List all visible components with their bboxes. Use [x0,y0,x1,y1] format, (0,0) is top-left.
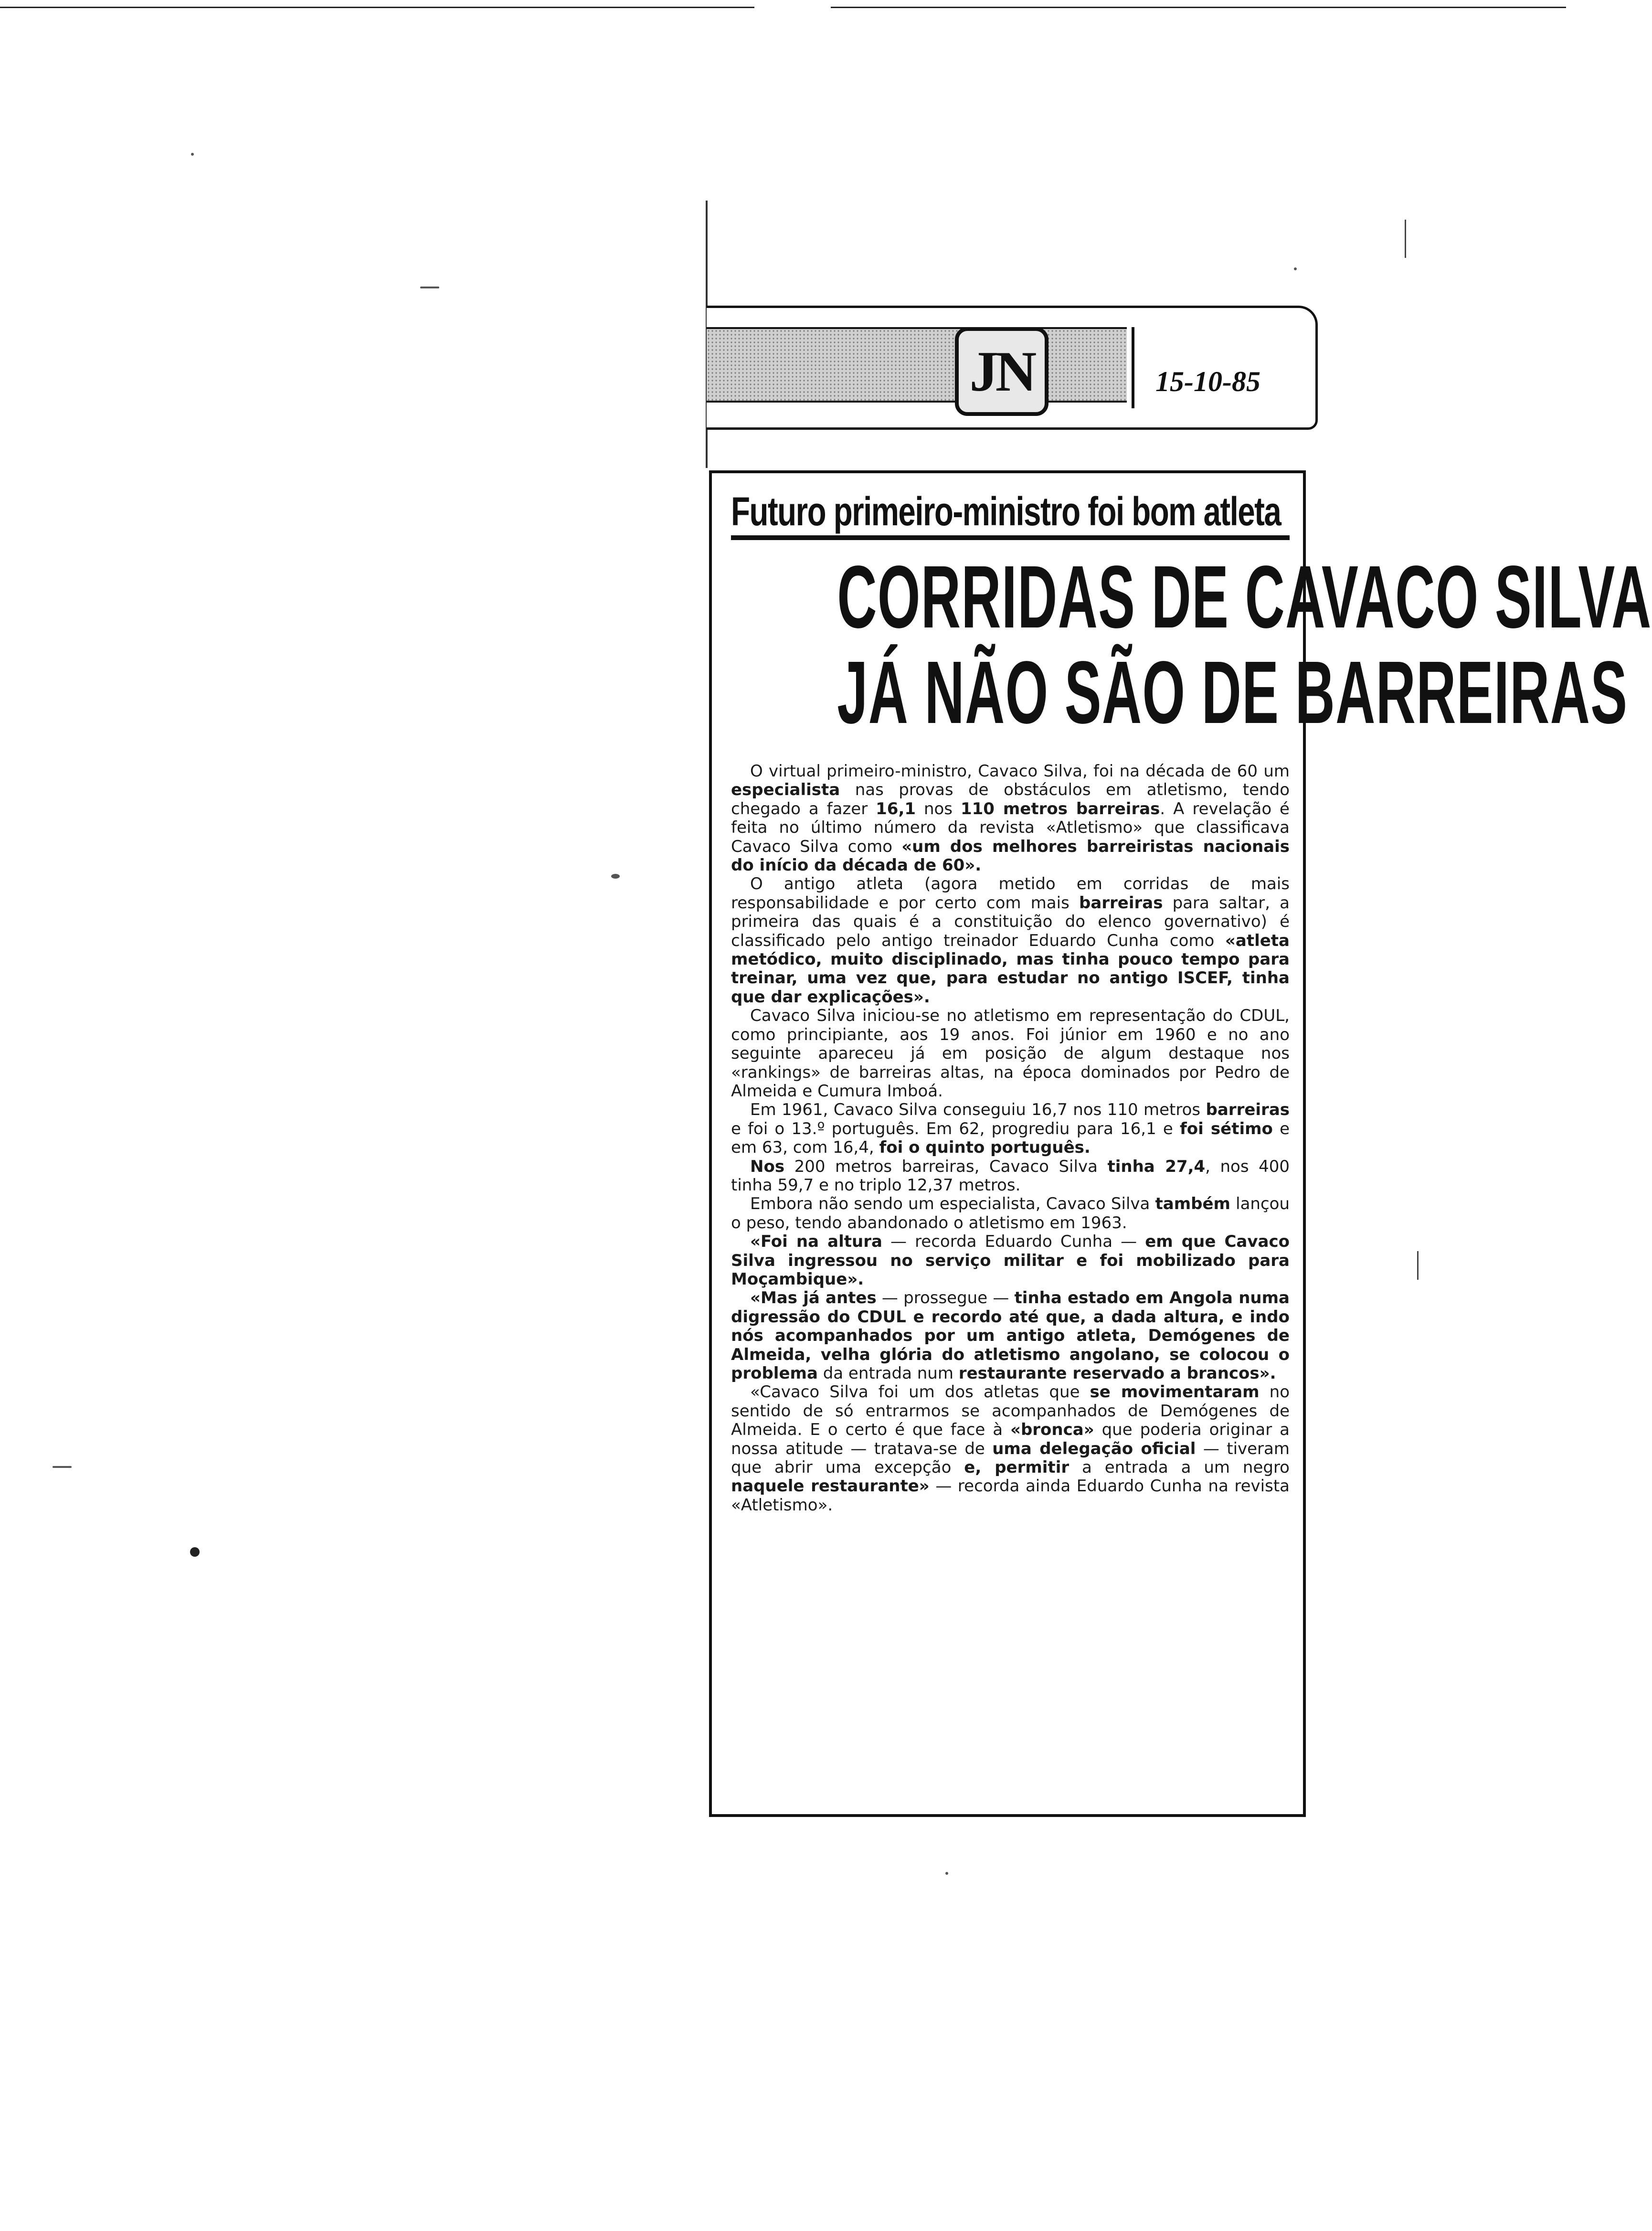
bold-text-run: Nos [750,1157,785,1176]
text-run: 200 metros barreiras, Cavaco Silva [784,1157,1108,1176]
bold-text-run: foi sétimo [1179,1119,1273,1138]
text-run: nas provas de obstáculos em atletismo, tendo chegado a fazer [731,780,1290,818]
bold-text-run: «bronca» [1010,1420,1094,1440]
top-scan-rule-left [0,7,754,8]
bold-text-run: tinha 27,4 [1107,1157,1206,1176]
scan-speck [190,1547,200,1557]
publication-date: 15-10-85 [1155,366,1260,397]
bold-text-run: 16,1 [876,799,916,818]
article-paragraph [731,1383,1290,1515]
bold-text-run: naquele restaurante» [731,1477,930,1496]
text-run: lançou o peso, tendo abandonado o atletismo em 1963. [731,1194,1290,1232]
article-paragraph [731,1101,1290,1157]
text-run: — recorda ainda Eduardo Cunha na revista «Atletismo». [731,1477,1290,1515]
text-run: para saltar, a primeira das quais é a constituição do elenco governativo) é classificado pelo antigo treinador Eduardo Cunha como [731,893,1290,950]
bold-text-run: «Mas já antes [750,1288,877,1308]
right-margin-mark [1405,220,1406,258]
bold-text-run: barreiras [1079,893,1163,913]
article-headline [731,548,1652,742]
text-run: — tiveram que abrir uma excepção [731,1439,1290,1477]
text-run: e foi o 13.º português. Em 62, progrediu para 16,1 e [731,1119,1180,1138]
text-run: — prossegue — [876,1288,1015,1308]
text-run: Embora não sendo um especialista, Cavaco Silva [750,1194,1155,1214]
article-paragraph [731,875,1290,1007]
article-paragraph [731,1007,1290,1101]
newspaper-logo: JN [955,327,1048,416]
text-run: «Cavaco Silva foi um dos atletas que [750,1382,1090,1402]
bold-text-run: «atleta metódico, muito disciplinado, mas tinha pouco tempo para treinar, uma vez que, para estudar no antigo ISCEF, tinha que dar explicações». [731,931,1290,1007]
article-paragraph [731,1289,1290,1383]
article-paragraph [731,1158,1290,1195]
article-kicker: Futuro primeiro-ministro foi bom atleta [731,489,1281,534]
bold-text-run: em que Cavaco Silva ingressou no serviço militar e foi mobilizado para Moçambique». [731,1232,1290,1289]
text-run: , nos 400 tinha 59,7 e no triplo 12,37 metros. [731,1157,1290,1195]
bold-text-run: «um dos melhores barreiristas nacionais do início da década de 60». [731,837,1290,875]
text-run: nos [916,799,961,818]
bold-text-run: também [1155,1194,1230,1214]
masthead-screen-pattern [707,327,1127,403]
newspaper-masthead [707,306,1318,430]
bold-text-run: 110 metros barreiras [960,799,1160,818]
bold-text-run: «Foi na altura [750,1232,882,1252]
article-body [731,762,1290,1515]
bold-text-run: foi o quinto português. [879,1138,1091,1158]
article-paragraph [731,762,1290,875]
bold-text-run: especialista [731,780,840,800]
article-paragraph [731,1195,1290,1232]
right-margin-mark-2 [1417,1251,1419,1280]
bold-text-run: tinha estado em Angola numa digressão do CDUL e recordo até que, a dada altura, e indo nós acompanhados por um antigo atleta, Demógenes de Almeida, velha glória do atletismo angolano, se colocou o problema [731,1288,1290,1383]
scan-speck [420,287,439,288]
bold-text-run: restaurante reservado a brancos». [958,1364,1276,1383]
text-run: a entrada a um negro [1069,1458,1290,1477]
kicker-divider [731,535,1290,540]
text-run: no sentido de só entrarmos se acompanhados de Demógenes de Almeida. E o certo é que face à [731,1382,1290,1440]
top-scan-rule-right [831,7,1566,8]
headline-line-2: JÁ NÃO SÃO DE BARREIRAS [837,643,1628,742]
text-run: e em 63, com 16,4, [731,1119,1290,1158]
bold-text-run: barreiras [1206,1100,1290,1120]
scan-speck [945,1872,948,1875]
text-run: da entrada num [817,1364,959,1383]
newspaper-clipping [709,470,1652,1817]
headline-line-1: CORRIDAS DE CAVACO SILVA [837,548,1652,647]
article-paragraph [731,1232,1290,1289]
text-run: . A revelação é feita no último número da revista «Atletismo» que classificava Cavaco Silva como [731,799,1290,856]
bold-text-run: se movimentaram [1090,1382,1260,1402]
text-run: Em 1961, Cavaco Silva conseguiu 16,7 nos 110 metros [750,1100,1206,1120]
text-run: O antigo atleta (agora metido em corridas de mais responsabilidade e por certo com mais [731,874,1290,913]
text-run: O virtual primeiro-ministro, Cavaco Silva, foi na década de 60 um [750,762,1290,781]
text-run: que poderia originar a nossa atitude — tratava-se de [731,1420,1290,1458]
scan-speck [611,874,620,879]
bold-text-run: uma delegação oficial [992,1439,1196,1458]
bold-text-run: e, permitir [964,1458,1070,1477]
text-run: — recorda Eduardo Cunha — [882,1232,1145,1252]
masthead-divider [1132,327,1134,408]
scan-speck [1294,267,1297,270]
scan-speck [191,153,194,156]
scan-speck [53,1466,72,1468]
text-run: Cavaco Silva iniciou-se no atletismo em representação do CDUL, como principiante, aos 19 anos. Foi júnior em 1960 e no ano seguinte apareceu já em posição de algum destaque nos «rankings» de barreiras altas, na época dominados por Pedro de Almeida e Cumura Imboá. [731,1006,1290,1101]
